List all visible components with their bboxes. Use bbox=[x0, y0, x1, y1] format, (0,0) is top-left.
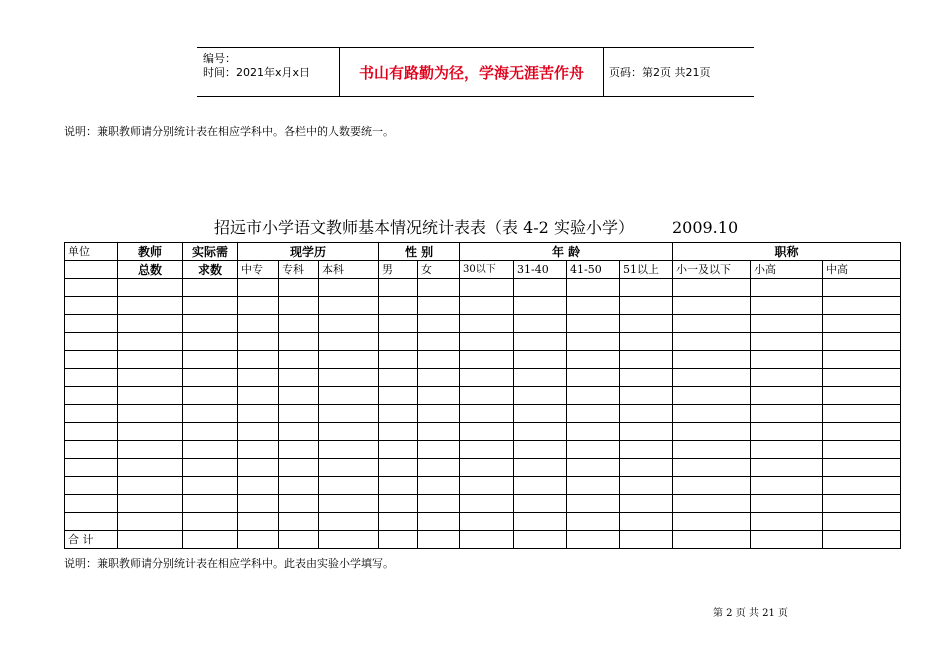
table-cell bbox=[238, 405, 279, 423]
number-label: 编号： bbox=[203, 52, 236, 65]
table-cell bbox=[673, 477, 751, 495]
table-cell bbox=[823, 441, 901, 459]
col-age: 41-50 bbox=[567, 261, 620, 279]
table-cell bbox=[673, 423, 751, 441]
table-cell bbox=[418, 423, 460, 441]
table-cell bbox=[673, 441, 751, 459]
table-cell bbox=[514, 315, 567, 333]
header-row-1 bbox=[65, 243, 901, 261]
table-cell bbox=[673, 513, 751, 531]
col-need-1: 实际需 bbox=[183, 243, 238, 261]
table-cell bbox=[460, 387, 514, 405]
table-cell bbox=[379, 513, 418, 531]
table-cell bbox=[379, 387, 418, 405]
table-row bbox=[65, 513, 901, 531]
table-cell bbox=[183, 315, 238, 333]
table-cell bbox=[514, 513, 567, 531]
table-cell bbox=[460, 477, 514, 495]
col-title: 小高 bbox=[751, 261, 823, 279]
table-cell bbox=[183, 351, 238, 369]
table-cell bbox=[118, 405, 183, 423]
table-cell bbox=[379, 369, 418, 387]
table-cell bbox=[238, 387, 279, 405]
table-cell bbox=[418, 441, 460, 459]
table-cell bbox=[379, 297, 418, 315]
table-cell bbox=[319, 405, 379, 423]
table-cell bbox=[460, 513, 514, 531]
table-cell bbox=[514, 369, 567, 387]
table-cell bbox=[823, 477, 901, 495]
col-age: 51以上 bbox=[620, 261, 673, 279]
table-cell bbox=[823, 333, 901, 351]
table-cell bbox=[183, 477, 238, 495]
table-cell bbox=[65, 423, 118, 441]
table-cell bbox=[118, 297, 183, 315]
header-page-info: 页码：第2页 共21页 bbox=[609, 66, 711, 79]
table-cell bbox=[460, 423, 514, 441]
table-row bbox=[65, 477, 901, 495]
table-cell bbox=[751, 513, 823, 531]
table-cell bbox=[279, 279, 319, 297]
table-cell bbox=[65, 387, 118, 405]
table-cell bbox=[418, 495, 460, 513]
table-cell bbox=[460, 369, 514, 387]
unit-cell-2 bbox=[65, 261, 118, 279]
table-cell bbox=[238, 315, 279, 333]
table-row bbox=[65, 495, 901, 513]
table-cell bbox=[118, 495, 183, 513]
table-cell bbox=[418, 297, 460, 315]
table-cell bbox=[279, 513, 319, 531]
table-cell bbox=[418, 315, 460, 333]
table-cell bbox=[379, 441, 418, 459]
table-cell bbox=[279, 351, 319, 369]
table-cell bbox=[65, 351, 118, 369]
table-cell bbox=[620, 333, 673, 351]
table-cell bbox=[238, 297, 279, 315]
table-cell bbox=[379, 351, 418, 369]
table-cell bbox=[620, 405, 673, 423]
table-cell bbox=[379, 405, 418, 423]
table-cell bbox=[514, 423, 567, 441]
table-cell bbox=[620, 477, 673, 495]
table-cell bbox=[620, 279, 673, 297]
table-cell bbox=[65, 333, 118, 351]
table-cell bbox=[118, 387, 183, 405]
table-body bbox=[65, 279, 901, 531]
table-cell bbox=[514, 333, 567, 351]
total-label: 合 计 bbox=[65, 531, 118, 549]
table-cell bbox=[183, 495, 238, 513]
table-cell bbox=[65, 495, 118, 513]
table-cell bbox=[418, 369, 460, 387]
table-cell bbox=[514, 405, 567, 423]
table-cell bbox=[418, 513, 460, 531]
table-cell bbox=[460, 351, 514, 369]
table-cell bbox=[673, 351, 751, 369]
table-cell bbox=[319, 351, 379, 369]
table-cell bbox=[183, 405, 238, 423]
table-cell bbox=[460, 495, 514, 513]
table-cell bbox=[238, 279, 279, 297]
table-cell bbox=[65, 513, 118, 531]
table-cell bbox=[183, 459, 238, 477]
table-cell bbox=[567, 513, 620, 531]
table-cell bbox=[460, 297, 514, 315]
table-cell bbox=[620, 459, 673, 477]
table-cell bbox=[379, 477, 418, 495]
table-cell bbox=[183, 333, 238, 351]
table-cell bbox=[673, 279, 751, 297]
table-cell bbox=[118, 441, 183, 459]
table-cell bbox=[751, 297, 823, 315]
table-cell bbox=[460, 315, 514, 333]
table-cell bbox=[238, 495, 279, 513]
table-cell bbox=[319, 297, 379, 315]
table-cell bbox=[65, 369, 118, 387]
group-age: 年 龄 bbox=[460, 243, 673, 261]
table-cell bbox=[567, 495, 620, 513]
note-top: 说明：兼职教师请分别统计表在相应学科中。各栏中的人数要统一。 bbox=[64, 125, 394, 138]
table-cell bbox=[567, 351, 620, 369]
table-cell bbox=[319, 315, 379, 333]
table-cell bbox=[319, 279, 379, 297]
table-row bbox=[65, 405, 901, 423]
table-cell bbox=[823, 297, 901, 315]
table-cell bbox=[751, 405, 823, 423]
table-cell bbox=[751, 279, 823, 297]
table-cell bbox=[823, 369, 901, 387]
header-row-2 bbox=[65, 261, 901, 279]
header-meta bbox=[203, 52, 310, 80]
table-cell bbox=[751, 333, 823, 351]
table-cell bbox=[823, 459, 901, 477]
table-row bbox=[65, 459, 901, 477]
table-cell bbox=[183, 513, 238, 531]
table-cell bbox=[567, 315, 620, 333]
table-cell bbox=[65, 441, 118, 459]
table-cell bbox=[567, 405, 620, 423]
table-cell bbox=[514, 279, 567, 297]
table-cell bbox=[567, 279, 620, 297]
col-edu: 专科 bbox=[279, 261, 319, 279]
table-cell bbox=[620, 315, 673, 333]
col-age: 31-40 bbox=[514, 261, 567, 279]
table-cell bbox=[620, 513, 673, 531]
table-cell bbox=[620, 441, 673, 459]
table-cell bbox=[418, 405, 460, 423]
table-cell bbox=[460, 405, 514, 423]
table-cell bbox=[238, 333, 279, 351]
table-cell bbox=[567, 477, 620, 495]
table-cell bbox=[279, 477, 319, 495]
table-cell bbox=[823, 423, 901, 441]
table-cell bbox=[620, 495, 673, 513]
table-cell bbox=[183, 441, 238, 459]
table-cell bbox=[238, 369, 279, 387]
table-cell bbox=[65, 459, 118, 477]
table-cell bbox=[620, 423, 673, 441]
table-cell bbox=[514, 351, 567, 369]
table-cell bbox=[751, 315, 823, 333]
table-cell bbox=[279, 441, 319, 459]
table-row bbox=[65, 351, 901, 369]
table-cell bbox=[751, 369, 823, 387]
table-cell bbox=[460, 459, 514, 477]
col-edu: 本科 bbox=[319, 261, 379, 279]
table-cell bbox=[620, 297, 673, 315]
col-need-2: 求数 bbox=[183, 261, 238, 279]
table-cell bbox=[319, 441, 379, 459]
table-cell bbox=[673, 297, 751, 315]
table-cell bbox=[418, 477, 460, 495]
table-cell bbox=[514, 459, 567, 477]
table-cell bbox=[238, 513, 279, 531]
table-cell bbox=[514, 495, 567, 513]
table-cell bbox=[118, 351, 183, 369]
table-cell bbox=[319, 459, 379, 477]
table-cell bbox=[183, 279, 238, 297]
table-cell bbox=[751, 387, 823, 405]
page-footer: 第 2 页 共 21 页 bbox=[713, 608, 788, 619]
table-cell bbox=[118, 279, 183, 297]
table-cell bbox=[118, 513, 183, 531]
table-cell bbox=[567, 297, 620, 315]
table-cell bbox=[379, 315, 418, 333]
table-cell bbox=[823, 315, 901, 333]
col-title: 小一及以下 bbox=[673, 261, 751, 279]
table-cell bbox=[567, 423, 620, 441]
table-cell bbox=[620, 351, 673, 369]
table-cell bbox=[118, 369, 183, 387]
table-cell bbox=[279, 333, 319, 351]
table-cell bbox=[379, 423, 418, 441]
table-cell bbox=[751, 495, 823, 513]
table-cell bbox=[279, 387, 319, 405]
table-cell bbox=[118, 423, 183, 441]
table-cell bbox=[183, 423, 238, 441]
group-education: 现学历 bbox=[238, 243, 379, 261]
title-date: 2009.10 bbox=[671, 218, 739, 237]
table-cell bbox=[751, 459, 823, 477]
table-row bbox=[65, 369, 901, 387]
col-gender: 男 bbox=[379, 261, 418, 279]
table-cell bbox=[673, 333, 751, 351]
col-age: 30以下 bbox=[460, 261, 514, 279]
table-cell bbox=[279, 315, 319, 333]
col-gender: 女 bbox=[418, 261, 460, 279]
table-cell bbox=[65, 297, 118, 315]
table-cell bbox=[279, 369, 319, 387]
table-cell bbox=[567, 441, 620, 459]
table-cell bbox=[319, 477, 379, 495]
table-cell bbox=[673, 495, 751, 513]
table-cell bbox=[751, 441, 823, 459]
table-cell bbox=[567, 369, 620, 387]
col-title: 中高 bbox=[823, 261, 901, 279]
table-cell bbox=[319, 369, 379, 387]
table-cell bbox=[183, 387, 238, 405]
table-cell bbox=[279, 495, 319, 513]
table-cell bbox=[751, 423, 823, 441]
document-header bbox=[197, 47, 754, 97]
table-cell bbox=[823, 279, 901, 297]
statistics-table bbox=[64, 242, 901, 549]
table-cell bbox=[418, 279, 460, 297]
table-cell bbox=[279, 297, 319, 315]
table-cell bbox=[751, 351, 823, 369]
table-cell bbox=[279, 405, 319, 423]
col-edu: 中专 bbox=[238, 261, 279, 279]
table-cell bbox=[567, 333, 620, 351]
col-teacher-total-1: 教师 bbox=[118, 243, 183, 261]
table-cell bbox=[65, 477, 118, 495]
table-cell bbox=[418, 459, 460, 477]
table-cell bbox=[379, 459, 418, 477]
table-cell bbox=[418, 333, 460, 351]
table-cell bbox=[567, 459, 620, 477]
table-cell bbox=[673, 315, 751, 333]
note-bottom: 说明：兼职教师请分别统计表在相应学科中。此表由实验小学填写。 bbox=[64, 557, 394, 570]
table-cell bbox=[620, 387, 673, 405]
table-cell bbox=[673, 369, 751, 387]
table-cell bbox=[279, 423, 319, 441]
time-label: 时间：2021年x月x日 bbox=[203, 66, 311, 79]
table-cell bbox=[118, 477, 183, 495]
table-cell bbox=[514, 387, 567, 405]
table-row bbox=[65, 333, 901, 351]
title-text: 招远市小学语文教师基本情况统计表表（表 4-2 实验小学） bbox=[214, 218, 634, 237]
table-cell bbox=[823, 495, 901, 513]
table-cell bbox=[118, 333, 183, 351]
table-cell bbox=[418, 387, 460, 405]
table-cell bbox=[379, 495, 418, 513]
table-row bbox=[65, 423, 901, 441]
table-cell bbox=[279, 459, 319, 477]
table-cell bbox=[567, 387, 620, 405]
table-cell bbox=[673, 459, 751, 477]
table-cell bbox=[673, 405, 751, 423]
table-cell bbox=[823, 513, 901, 531]
table-cell bbox=[514, 477, 567, 495]
col-teacher-total-2: 总数 bbox=[118, 261, 183, 279]
table-cell bbox=[514, 441, 567, 459]
table-title bbox=[214, 215, 738, 238]
table-row bbox=[65, 441, 901, 459]
table-cell bbox=[65, 405, 118, 423]
table-cell bbox=[620, 369, 673, 387]
table-cell bbox=[514, 297, 567, 315]
table-cell bbox=[238, 459, 279, 477]
table-row bbox=[65, 297, 901, 315]
table-cell bbox=[118, 459, 183, 477]
table-cell bbox=[238, 351, 279, 369]
header-slogan: 书山有路勤为径，学海无涯苦作舟 bbox=[339, 48, 604, 96]
table-cell bbox=[238, 441, 279, 459]
table-cell bbox=[460, 441, 514, 459]
table-cell bbox=[418, 351, 460, 369]
table-cell bbox=[319, 333, 379, 351]
col-unit: 单位 bbox=[65, 243, 118, 261]
total-row bbox=[65, 531, 901, 549]
table-cell bbox=[379, 279, 418, 297]
table-cell bbox=[65, 315, 118, 333]
group-title: 职称 bbox=[673, 243, 901, 261]
table-cell bbox=[460, 279, 514, 297]
table-cell bbox=[183, 369, 238, 387]
table-cell bbox=[319, 423, 379, 441]
table-cell bbox=[751, 477, 823, 495]
table-row bbox=[65, 387, 901, 405]
table-cell bbox=[823, 351, 901, 369]
table-cell bbox=[460, 333, 514, 351]
table-cell bbox=[823, 405, 901, 423]
table-cell bbox=[238, 423, 279, 441]
table-cell bbox=[379, 333, 418, 351]
table-cell bbox=[65, 279, 118, 297]
table-cell bbox=[319, 513, 379, 531]
table-cell bbox=[673, 387, 751, 405]
table-cell bbox=[183, 297, 238, 315]
group-gender: 性 别 bbox=[379, 243, 460, 261]
table-row bbox=[65, 279, 901, 297]
table-cell bbox=[238, 477, 279, 495]
table-cell bbox=[823, 387, 901, 405]
table-cell bbox=[319, 495, 379, 513]
table-cell bbox=[118, 315, 183, 333]
table-cell bbox=[319, 387, 379, 405]
table-row bbox=[65, 315, 901, 333]
